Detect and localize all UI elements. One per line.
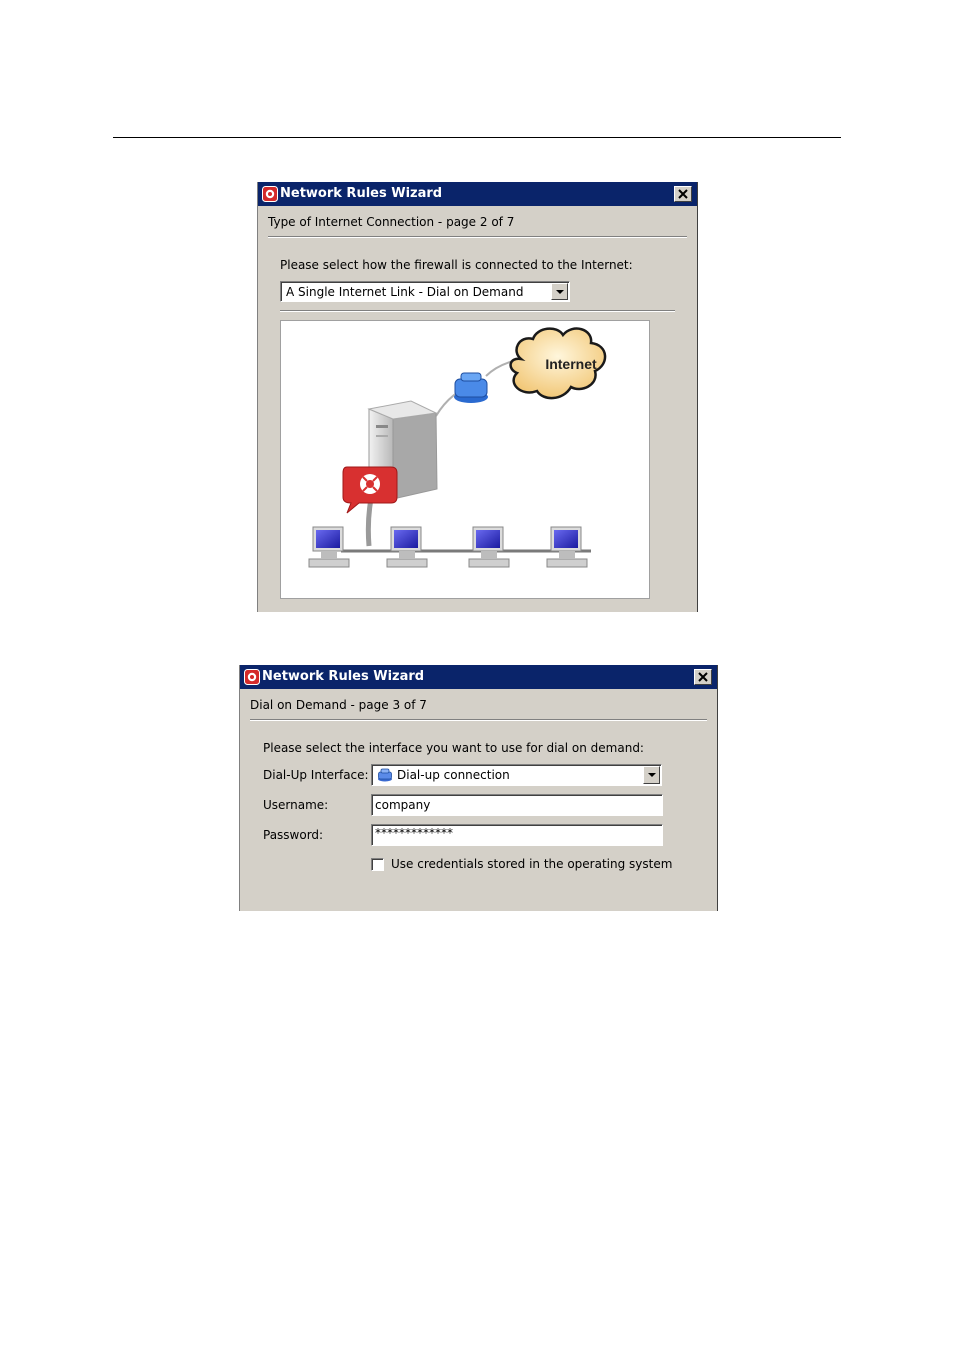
internet-cloud-icon (511, 329, 605, 398)
network-diagram (280, 320, 650, 599)
page-label: Type of Internet Connection - page 2 of 7 (268, 215, 515, 229)
window-title: Network Rules Wizard (280, 186, 443, 201)
close-icon (698, 672, 708, 682)
title-bar[interactable] (240, 665, 717, 689)
dialup-interface-label: Dial-Up Interface: (263, 768, 369, 782)
wizard-dialog-connection-type (257, 182, 698, 612)
password-field[interactable] (371, 824, 663, 846)
internet-label: Internet (545, 356, 597, 372)
wizard-app-icon (262, 186, 278, 202)
wizard-app-icon (244, 669, 260, 685)
connection-prompt: Please select how the firewall is connected to the Internet: (280, 258, 633, 272)
interface-prompt: Please select the interface you want to use for dial on demand: (263, 741, 644, 755)
dialup-connection-icon (377, 768, 393, 785)
header-separator (268, 236, 687, 238)
password-value: ************* (375, 826, 453, 840)
username-label: Username: (263, 798, 329, 812)
workstation-icon (387, 527, 427, 567)
window-title: Network Rules Wizard (262, 669, 425, 684)
password-label: Password: (263, 828, 324, 842)
use-credentials-label[interactable]: Use credentials stored in the operating system (391, 857, 673, 871)
page-header-rule (113, 137, 841, 138)
content-separator (280, 310, 675, 312)
close-icon (678, 189, 688, 199)
username-value: company (375, 798, 431, 812)
page-label: Dial on Demand - page 3 of 7 (250, 698, 427, 712)
header-separator (250, 719, 707, 721)
title-bar[interactable] (258, 182, 697, 206)
dropdown-button[interactable] (551, 283, 568, 300)
modem-phone-icon (454, 373, 488, 403)
dropdown-arrow-icon (648, 773, 656, 778)
workstation-icon (547, 527, 587, 567)
dropdown-arrow-icon (556, 290, 564, 295)
close-button[interactable] (674, 186, 692, 202)
workstation-icon (469, 527, 509, 567)
dialup-interface-value: Dial-up connection (397, 768, 510, 782)
username-field[interactable] (371, 794, 663, 816)
dialup-interface-dropdown[interactable] (371, 764, 662, 786)
close-button[interactable] (694, 669, 712, 685)
dropdown-button[interactable] (643, 766, 660, 784)
wizard-dialog-dial-on-demand (239, 665, 718, 911)
workstation-icon (309, 527, 349, 567)
connection-type-value: A Single Internet Link - Dial on Demand (286, 285, 524, 299)
use-credentials-checkbox[interactable] (371, 858, 384, 871)
connection-type-dropdown[interactable] (280, 281, 570, 302)
